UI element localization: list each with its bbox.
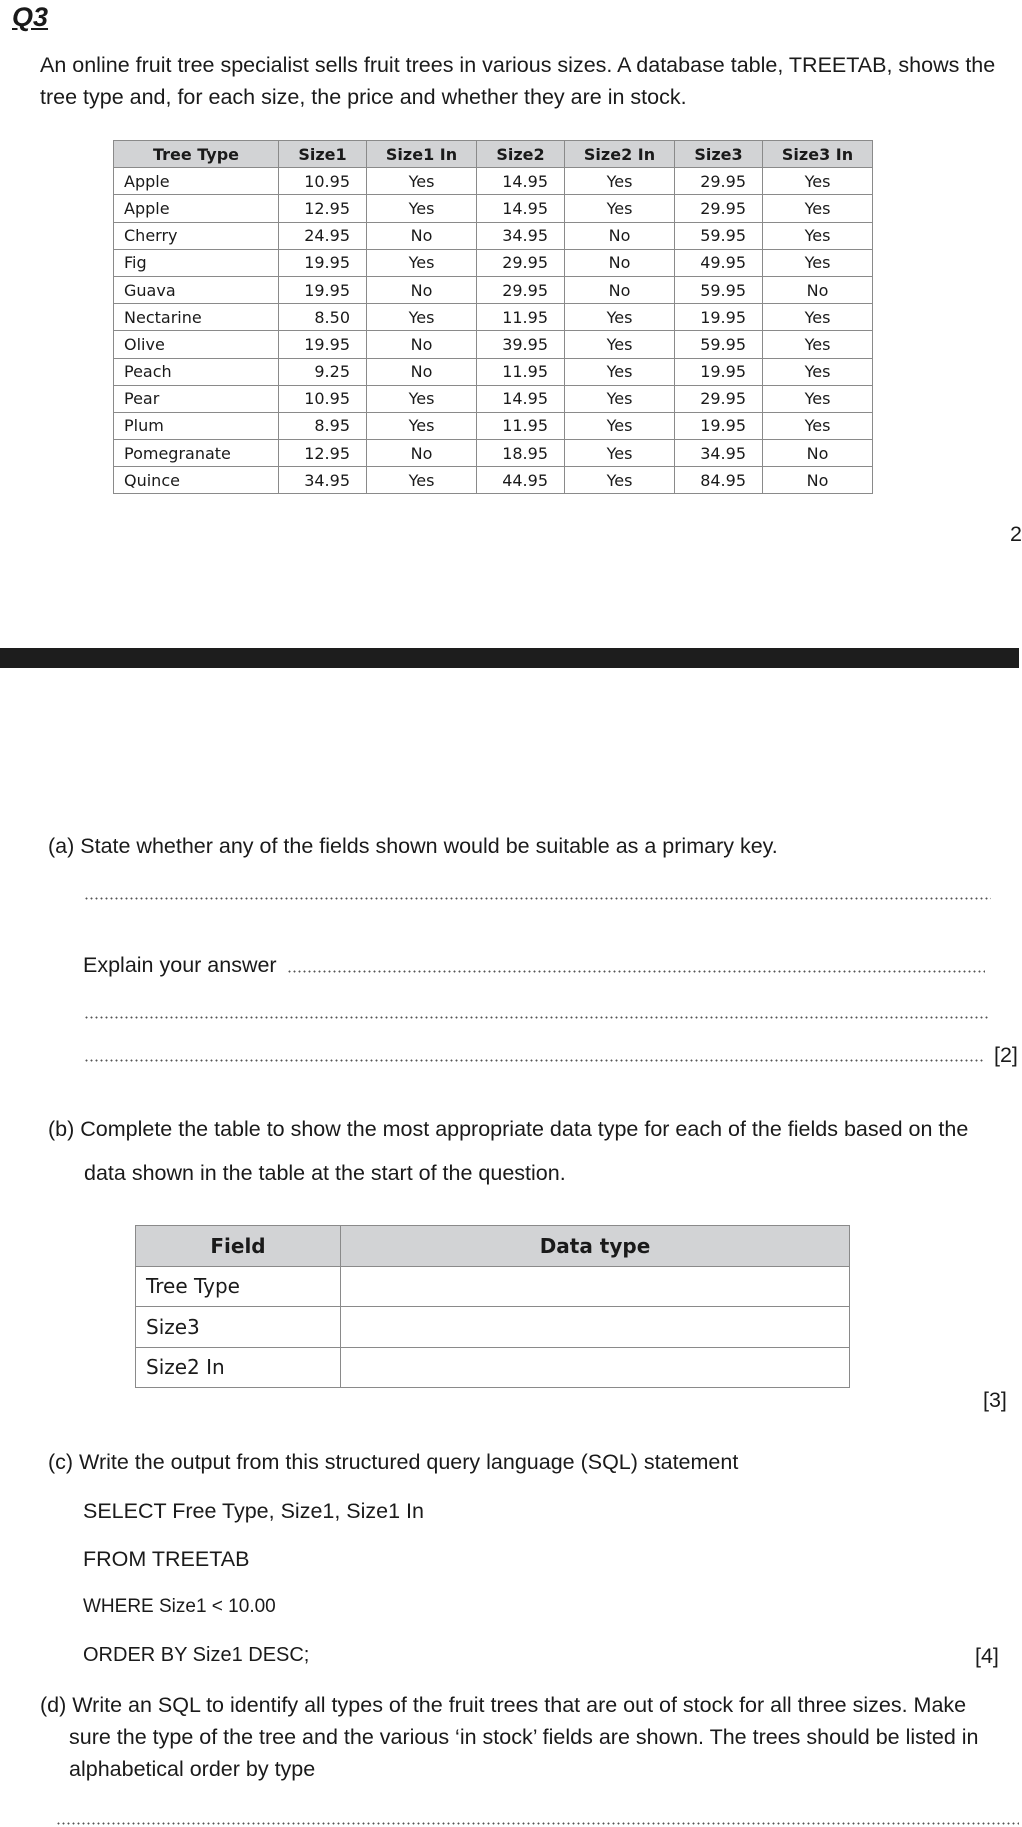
table-row	[114, 358, 873, 385]
cell-size3-in: Yes	[763, 331, 873, 358]
cell-tree-type: Olive	[114, 331, 279, 358]
part-d-line-2: sure the type of the tree and the various ‘in stock’ fields are shown. The trees should be listed in	[69, 1725, 979, 1749]
cell-size1-in: Yes	[367, 195, 477, 222]
intro-line-2: tree type and, for each size, the price and whether they are in stock.	[40, 85, 687, 109]
cell-size1: 19.95	[279, 331, 367, 358]
cell-size1-in: No	[367, 440, 477, 467]
cell-tree-type: Fig	[114, 249, 279, 276]
cell-size3-in: Yes	[763, 249, 873, 276]
answer-line-d1[interactable]	[56, 1822, 1019, 1825]
cell-size2: 44.95	[477, 467, 565, 494]
data-type-row	[136, 1347, 850, 1388]
table-row	[114, 331, 873, 358]
cell-size3-in: Yes	[763, 304, 873, 331]
cell-size3-in: No	[763, 276, 873, 303]
cell-tree-type: Guava	[114, 276, 279, 303]
answer-line-a3[interactable]	[84, 1016, 990, 1019]
cell-size1: 10.95	[279, 168, 367, 195]
sql-line-select: SELECT Free Type, Size1, Size1 In	[83, 1499, 424, 1523]
cell-tree-type: Pomegranate	[114, 440, 279, 467]
cell-size2-in: No	[565, 222, 675, 249]
cell-size2: 18.95	[477, 440, 565, 467]
cell-size2-in: Yes	[565, 168, 675, 195]
header-size3: Size3	[675, 141, 763, 168]
data-type-row	[136, 1266, 850, 1307]
cell-size2-in: No	[565, 276, 675, 303]
cell-size2: 14.95	[477, 195, 565, 222]
data-type-row	[136, 1307, 850, 1348]
cell-size2-in: Yes	[565, 467, 675, 494]
table-row	[114, 168, 873, 195]
cell-size3: 84.95	[675, 467, 763, 494]
treetab-header-row	[114, 141, 873, 168]
data-type-answer-cell[interactable]	[341, 1347, 850, 1388]
cell-size1-in: Yes	[367, 385, 477, 412]
cell-size1: 8.95	[279, 412, 367, 439]
table-row	[114, 222, 873, 249]
data-type-header-row	[136, 1226, 850, 1267]
cell-tree-type: Plum	[114, 412, 279, 439]
cell-size3: 59.95	[675, 331, 763, 358]
table-row	[114, 276, 873, 303]
cell-size1: 19.95	[279, 276, 367, 303]
cell-size3: 29.95	[675, 168, 763, 195]
cell-size2: 11.95	[477, 358, 565, 385]
data-type-table	[135, 1225, 850, 1388]
cell-size1: 12.95	[279, 195, 367, 222]
cell-size3-in: Yes	[763, 195, 873, 222]
sql-line-order-by: ORDER BY Size1 DESC;	[83, 1644, 310, 1666]
cell-size2-in: Yes	[565, 358, 675, 385]
table-row	[114, 440, 873, 467]
part-b-marks: [3]	[983, 1388, 1007, 1412]
table-row	[114, 412, 873, 439]
part-a-marks: [2]	[994, 1043, 1018, 1067]
header-size1: Size1	[279, 141, 367, 168]
table-row	[114, 385, 873, 412]
cell-size3-in: Yes	[763, 358, 873, 385]
cell-size1-in: No	[367, 358, 477, 385]
cell-size1: 10.95	[279, 385, 367, 412]
cell-size1: 24.95	[279, 222, 367, 249]
part-b-line-2: data shown in the table at the start of the question.	[84, 1161, 566, 1185]
cell-size3-in: No	[763, 467, 873, 494]
cell-size1-in: No	[367, 222, 477, 249]
cell-size3-in: Yes	[763, 168, 873, 195]
answer-line-a1[interactable]	[84, 897, 991, 900]
part-a-question: (a) State whether any of the fields shown would be suitable as a primary key.	[48, 834, 778, 858]
explain-label: Explain your answer	[83, 953, 277, 977]
cell-size2: 14.95	[477, 168, 565, 195]
cell-size1: 34.95	[279, 467, 367, 494]
cell-size3: 34.95	[675, 440, 763, 467]
cell-size1: 19.95	[279, 249, 367, 276]
cell-size1-in: Yes	[367, 467, 477, 494]
cell-size1: 12.95	[279, 440, 367, 467]
table-row	[114, 249, 873, 276]
cell-size1-in: Yes	[367, 249, 477, 276]
table-row	[114, 304, 873, 331]
header-size3-in: Size3 In	[763, 141, 873, 168]
header-field: Field	[136, 1226, 341, 1267]
cell-size3-in: Yes	[763, 222, 873, 249]
cell-tree-type: Cherry	[114, 222, 279, 249]
cell-size3: 59.95	[675, 276, 763, 303]
cell-size2-in: No	[565, 249, 675, 276]
cell-size1-in: No	[367, 276, 477, 303]
treetab-table	[113, 140, 873, 494]
cell-size3: 29.95	[675, 195, 763, 222]
data-type-answer-cell[interactable]	[341, 1307, 850, 1348]
header-size2-in: Size2 In	[565, 141, 675, 168]
cell-size3: 49.95	[675, 249, 763, 276]
cell-size2: 29.95	[477, 249, 565, 276]
header-tree-type: Tree Type	[114, 141, 279, 168]
cell-size1: 9.25	[279, 358, 367, 385]
cell-tree-type: Apple	[114, 195, 279, 222]
data-type-answer-cell[interactable]	[341, 1266, 850, 1307]
cell-size3: 19.95	[675, 304, 763, 331]
field-name: Size2 In	[136, 1347, 341, 1388]
cell-size2: 29.95	[477, 276, 565, 303]
answer-line-a4[interactable]	[84, 1059, 984, 1062]
answer-line-a2[interactable]	[287, 970, 985, 973]
cell-size2-in: Yes	[565, 412, 675, 439]
header-size1-in: Size1 In	[367, 141, 477, 168]
cell-tree-type: Quince	[114, 467, 279, 494]
field-name: Tree Type	[136, 1266, 341, 1307]
cell-size3: 19.95	[675, 412, 763, 439]
cell-size2-in: Yes	[565, 195, 675, 222]
cell-size3-in: No	[763, 440, 873, 467]
cell-tree-type: Peach	[114, 358, 279, 385]
cell-size3: 19.95	[675, 358, 763, 385]
cell-size1-in: Yes	[367, 304, 477, 331]
cell-size3: 29.95	[675, 385, 763, 412]
cell-size3: 59.95	[675, 222, 763, 249]
cell-size1-in: Yes	[367, 168, 477, 195]
table-row	[114, 195, 873, 222]
cell-tree-type: Pear	[114, 385, 279, 412]
question-number: Q3	[12, 2, 49, 32]
sql-line-where: WHERE Size1 < 10.00	[83, 1596, 276, 1617]
cell-size3-in: Yes	[763, 412, 873, 439]
cell-size2-in: Yes	[565, 385, 675, 412]
cell-size2: 34.95	[477, 222, 565, 249]
cell-size1-in: No	[367, 331, 477, 358]
cell-size2-in: Yes	[565, 331, 675, 358]
part-c-question: (c) Write the output from this structured query language (SQL) statement	[48, 1450, 739, 1474]
header-size2: Size2	[477, 141, 565, 168]
part-c-marks: [4]	[975, 1644, 999, 1668]
cell-tree-type: Apple	[114, 168, 279, 195]
cell-size2: 11.95	[477, 412, 565, 439]
intro-line-1: An online fruit tree specialist sells fruit trees in various sizes. A database table, TREETAB, shows the	[40, 53, 996, 77]
cell-tree-type: Nectarine	[114, 304, 279, 331]
stray-mark: 2	[1010, 522, 1022, 546]
field-name: Size3	[136, 1307, 341, 1348]
cell-size2: 39.95	[477, 331, 565, 358]
cell-size3-in: Yes	[763, 385, 873, 412]
cell-size2: 11.95	[477, 304, 565, 331]
cell-size1-in: Yes	[367, 412, 477, 439]
table-row	[114, 467, 873, 494]
cell-size1: 8.50	[279, 304, 367, 331]
page-divider-bar	[0, 648, 1019, 668]
cell-size2-in: Yes	[565, 440, 675, 467]
header-data-type: Data type	[341, 1226, 850, 1267]
cell-size2-in: Yes	[565, 304, 675, 331]
sql-line-from: FROM TREETAB	[83, 1547, 250, 1571]
cell-size2: 14.95	[477, 385, 565, 412]
part-d-line-3: alphabetical order by type	[69, 1757, 316, 1781]
part-b-line-1: (b) Complete the table to show the most appropriate data type for each of the fields based on the	[48, 1117, 969, 1141]
part-d-line-1: (d) Write an SQL to identify all types of the fruit trees that are out of stock for all three sizes. Make	[40, 1693, 967, 1717]
